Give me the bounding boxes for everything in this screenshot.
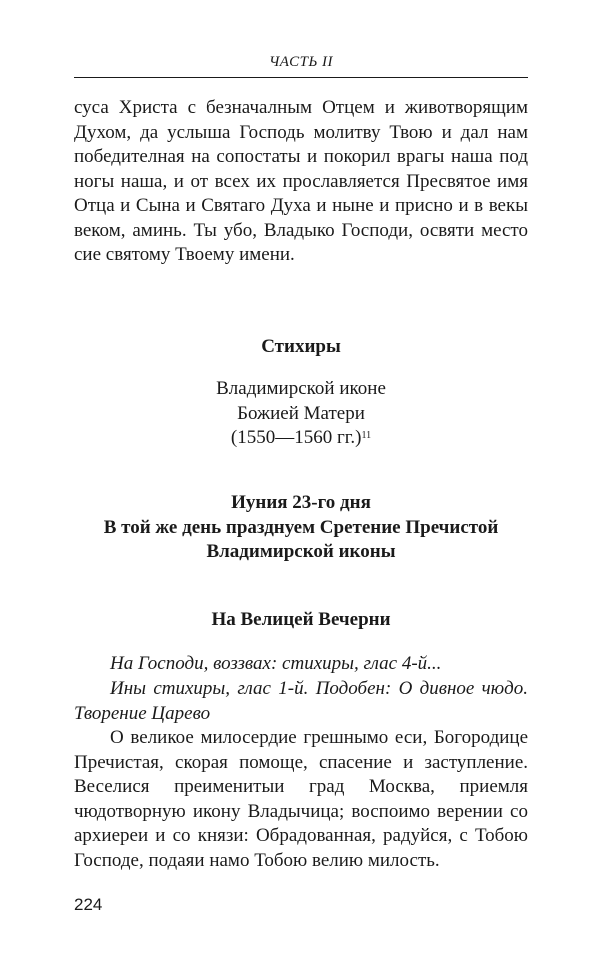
subtitle-line-2: Божией Матери bbox=[237, 402, 365, 424]
section-subtitle bbox=[74, 377, 528, 451]
page-number: 224 bbox=[74, 895, 103, 914]
rubric-second: Ины стихиры, глас 1-й. Подобен: О дивное чюдо. Творение Царево bbox=[74, 678, 528, 724]
section-title: Стихиры bbox=[261, 336, 341, 357]
running-head: ЧАСТЬ II bbox=[268, 54, 334, 70]
sticheron-text: О великое милосердие грешнымо еси, Богородице Пречистая, скорая помоще, спасение и заступление. Веселися преименитыи град Москва, приемля чюдотворную икону Владычица; воспоимо верении со архиереи и со князи: Обрадованная, радуйся, с Тобою Господе, подаяи намо Тобою велию милость. bbox=[74, 727, 528, 871]
service-title: На Велицей Вечерни bbox=[211, 609, 391, 630]
continuation-paragraph bbox=[74, 96, 528, 268]
continuation-paragraph-text: суса Христа с безначалным Отцем и животворящим Духом, да услыша Господь молитву Твою и дал нам победителная на сопостаты и покорил врагы наша под ногы наша, и от всех их прославляется Пресвятое имя Отца и Сына и Святаго Духа и ныне и присно и в векы веком, аминь. Ты убо, Владыко Господи, освяти место сие святому Твоему имени. bbox=[74, 97, 528, 265]
feast-date: Иуния 23-го дня bbox=[231, 492, 371, 513]
feast-name-line-1: В той же день празднуем Сретение Пречистой bbox=[103, 516, 499, 538]
sticheron-paragraph bbox=[74, 726, 528, 873]
subtitle-date-range: (1550—1560 гг.) bbox=[230, 427, 362, 448]
feast-name-line-2: Владимирской иконы bbox=[206, 541, 396, 562]
footnote-reference[interactable]: 11 bbox=[361, 430, 372, 441]
subtitle-line-3 bbox=[74, 426, 528, 451]
header-rule bbox=[74, 77, 528, 78]
rubric-first: На Господи, воззвах: стихиры, глас 4-й... bbox=[110, 653, 442, 674]
feast-heading bbox=[74, 491, 528, 565]
subtitle-line-1: Владимирской иконе bbox=[216, 378, 386, 399]
